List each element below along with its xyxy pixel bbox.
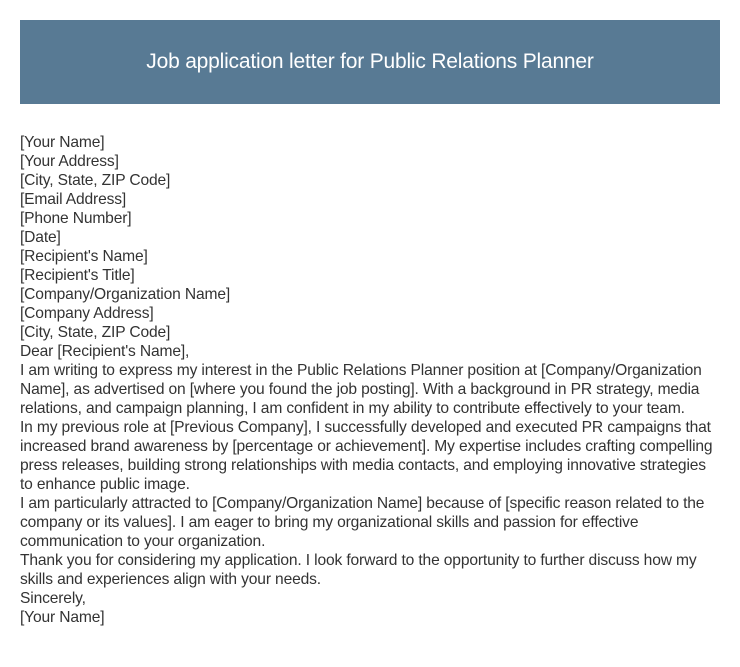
- letter-date: [Date]: [20, 229, 61, 246]
- sender-name: [Your Name]: [20, 134, 105, 151]
- paragraph-thanks: Thank you for considering my application. I look forward to the opportunity to further discuss how my skills and experiences align with your needs.: [20, 552, 697, 588]
- salutation: Dear [Recipient's Name],: [20, 343, 190, 360]
- recipient-title: [Recipient's Title]: [20, 267, 135, 284]
- recipient-city-state-zip: [City, State, ZIP Code]: [20, 324, 171, 341]
- closing: Sincerely,: [20, 590, 86, 607]
- letter-header-banner: [20, 20, 720, 104]
- recipient-company: [Company/Organization Name]: [20, 286, 231, 303]
- sender-phone: [Phone Number]: [20, 210, 132, 227]
- paragraph-introduction: I am writing to express my interest in the Public Relations Planner position at [Company/Organization Name], as advertised on [where you found the job posting]. With a background in PR strategy, media relations, and campaign planning, I am confident in my ability to contribute effectively to your team.: [20, 362, 702, 417]
- recipient-address: [Company Address]: [20, 305, 154, 322]
- sender-address: [Your Address]: [20, 153, 119, 170]
- sender-city-state-zip: [City, State, ZIP Code]: [20, 172, 171, 189]
- paragraph-motivation: I am particularly attracted to [Company/Organization Name] because of [specific reason related to the company or its values]. I am eager to bring my organizational skills and passion for effective communication to your organization.: [20, 495, 705, 550]
- recipient-name: [Recipient's Name]: [20, 248, 148, 265]
- signature: [Your Name]: [20, 609, 105, 626]
- letter-body: [20, 133, 720, 627]
- sender-email: [Email Address]: [20, 191, 127, 208]
- page-title: Job application letter for Public Relations Planner: [146, 50, 594, 73]
- paragraph-experience: In my previous role at [Previous Company], I successfully developed and executed PR campaigns that increased brand awareness by [percentage or achievement]. My expertise includes crafting compelling press releases, building strong relationships with media contacts, and employing innovative strategies to enhance public image.: [20, 419, 713, 493]
